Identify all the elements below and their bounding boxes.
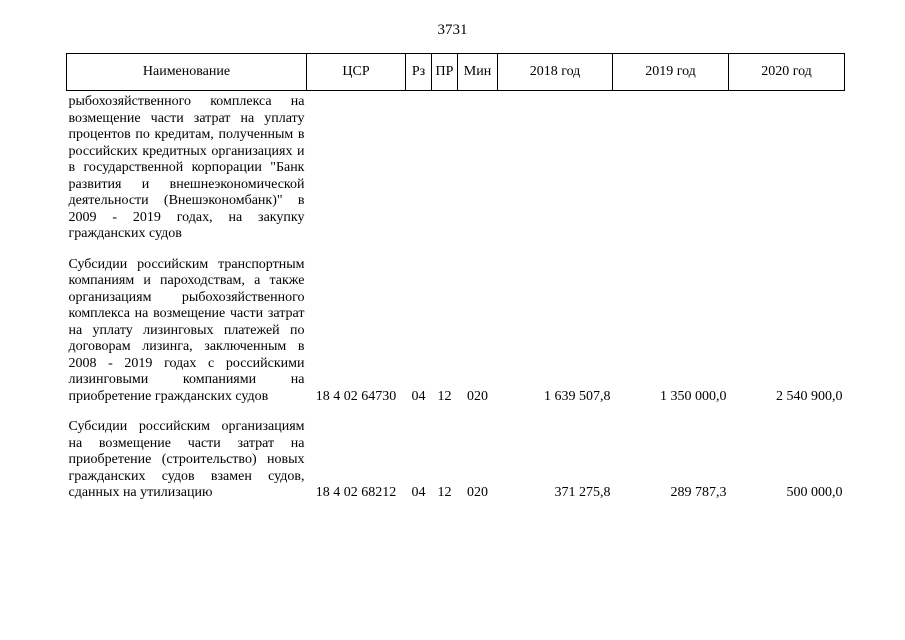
row-min: 020 [467, 388, 488, 404]
header-csr: ЦСР [307, 54, 406, 91]
table-row [67, 419, 845, 502]
row-rz: 04 [411, 485, 426, 500]
row-2018 [498, 91, 613, 243]
table-row [67, 91, 845, 243]
table-header-row [67, 54, 845, 91]
header-pr: ПР [432, 54, 458, 91]
header-rz: Рз [406, 54, 432, 91]
row-spacer [67, 243, 845, 257]
row-pr [432, 91, 458, 243]
header-2019: 2019 год [613, 54, 729, 91]
row-min [458, 91, 498, 243]
row-csr [307, 91, 406, 243]
row-2020 [729, 91, 845, 243]
row-2019: 289 787,3 [670, 485, 727, 500]
row-rz: 04 [411, 388, 426, 404]
row-min: 020 [467, 485, 488, 500]
header-2020: 2020 год [729, 54, 845, 91]
row-2018: 1 639 507,8 [544, 388, 611, 404]
header-2018: 2018 год [498, 54, 613, 91]
row-name: Субсидии российским организациям на возмещение части затрат на приобретение (строительство) новых гражданских судов взамен судов, сданных на утилизацию [68, 419, 305, 500]
row-pr: 12 [437, 388, 452, 404]
row-2020: 500 000,0 [786, 485, 843, 500]
row-csr: 18 4 02 68212 [315, 485, 397, 500]
row-pr: 12 [437, 485, 452, 500]
row-name: Субсидии российским транспортным компаниям и пароходствам, а также организациям рыбохозяйственного комплекса на возмещение части затрат на уплату лизинговых платежей по договорам лизинга, заключенным в 2008 - 2019 годах с российскими лизинговыми компаниями на приобретение гражданских судов [68, 256, 305, 404]
page-number: 3731 [437, 22, 468, 38]
row-2020: 2 540 900,0 [776, 388, 843, 404]
row-name: рыбохозяйственного комплекса на возмещение части затрат на уплату процентов по кредитам, полученным в российских кредитных организациях и в государственной корпорации "Банк развития и внешнеэкономической деятельности (Внешэкономбанк)" в 2009 - 2019 годах, на закупку гражданских судов [68, 94, 305, 241]
row-csr: 18 4 02 64730 [315, 388, 397, 404]
header-min: Мин [458, 54, 498, 91]
row-spacer [67, 405, 845, 419]
row-2019: 1 350 000,0 [660, 388, 727, 404]
table-row [67, 257, 845, 406]
row-2018: 371 275,8 [554, 485, 611, 500]
budget-table [66, 53, 845, 502]
row-rz [406, 91, 432, 243]
row-2019 [613, 91, 729, 243]
header-name: Наименование [67, 54, 307, 91]
